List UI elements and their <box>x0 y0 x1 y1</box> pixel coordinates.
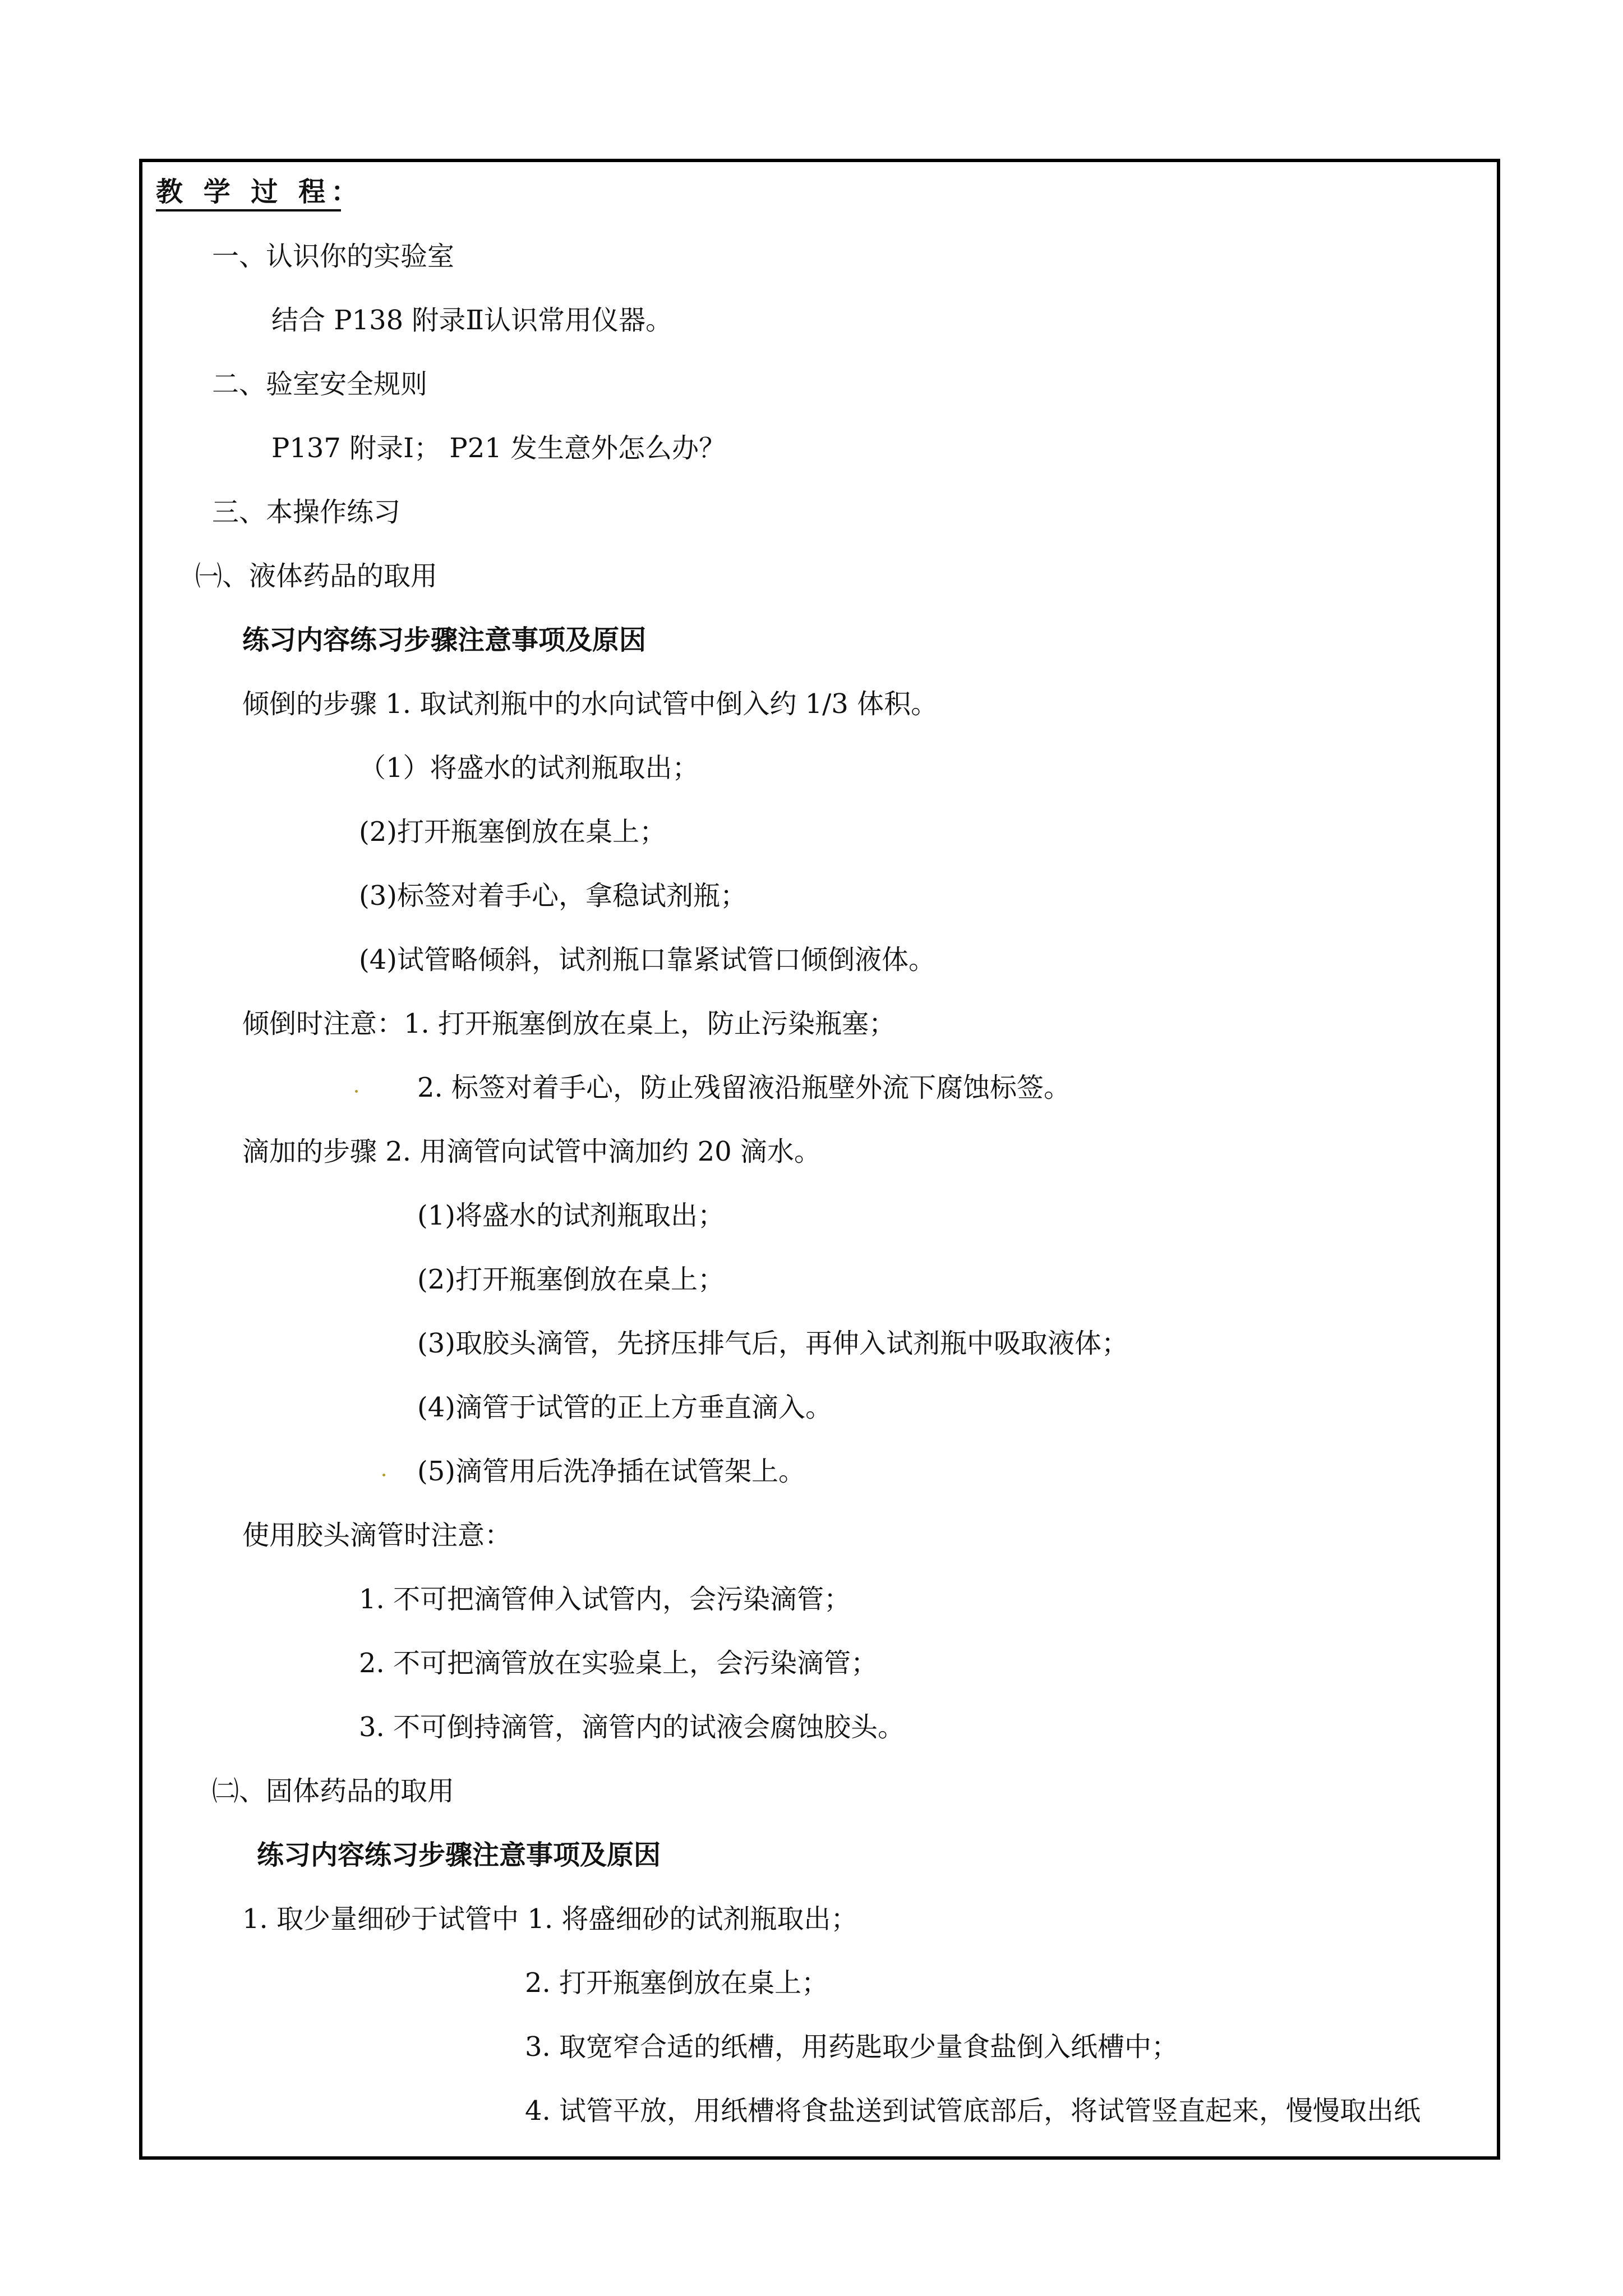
drop-step-title: 滴加的步骤 2. 用滴管向试管中滴加约 20 滴水。 <box>242 1136 821 1167</box>
drop-step-1: (1)将盛水的试剂瓶取出； <box>417 1200 725 1231</box>
dropper-note-2: 2. 不可把滴管放在实验桌上，会污染滴管； <box>359 1648 878 1679</box>
solid-step-4: 4. 试管平放，用纸槽将食盐送到试管底部后，将试管竖直起来，慢慢取出纸 <box>525 2095 1421 2127</box>
heading-lab: 一、认识你的实验室 <box>212 241 455 272</box>
heading-safety: 二、验室安全规则 <box>212 369 428 400</box>
pour-step-2: (2)打开瓶塞倒放在桌上； <box>359 816 666 848</box>
solid-step-3: 3. 取宽窄合适的纸槽，用药匙取少量食盐倒入纸槽中； <box>525 2031 1179 2063</box>
stray-dot <box>355 1090 358 1093</box>
dropper-note-3: 3. 不可倒持滴管，滴管内的试液会腐蚀胶头。 <box>359 1711 905 1743</box>
solid-step-title: 1. 取少量细砂于试管中 1. 将盛细砂的试剂瓶取出； <box>242 1903 858 1935</box>
pour-step-1: （1）将盛水的试剂瓶取出； <box>359 752 699 784</box>
text-instruments: 结合 P138 附录Ⅱ认识常用仪器。 <box>271 305 673 336</box>
dropper-note-1: 1. 不可把滴管伸入试管内，会污染滴管； <box>359 1584 851 1615</box>
section-title: 教 学 过 程： <box>156 176 364 208</box>
drop-step-4: (4)滴管于试管的正上方垂直滴入。 <box>417 1392 832 1423</box>
solid-step-2: 2. 打开瓶塞倒放在桌上； <box>525 1967 829 1999</box>
subheading-liquid: ㈠、液体药品的取用 <box>195 560 438 592</box>
table-header-liquid: 练习内容练习步骤注意事项及原因 <box>242 624 647 656</box>
pour-step-title: 倾倒的步骤 1. 取试剂瓶中的水向试管中倒入约 1/3 体积。 <box>242 688 938 720</box>
pour-step-3: (3)标签对着手心，拿稳试剂瓶； <box>359 880 747 912</box>
table-header-solid: 练习内容练习步骤注意事项及原因 <box>257 1839 661 1871</box>
subheading-solid: ㈡、固体药品的取用 <box>212 1775 455 1807</box>
pour-note-1: 倾倒时注意：1. 打开瓶塞倒放在桌上，防止污染瓶塞； <box>242 1008 896 1039</box>
drop-step-2: (2)打开瓶塞倒放在桌上； <box>417 1264 725 1295</box>
pour-note-2: 2. 标签对着手心，防止残留液沿瓶壁外流下腐蚀标签。 <box>417 1072 1071 1103</box>
text-appendix: P137 附录Ⅰ； P21 发生意外怎么办？ <box>271 432 726 464</box>
pour-step-4: (4)试管略倾斜，试剂瓶口靠紧试管口倾倒液体。 <box>359 944 935 976</box>
title-underline <box>156 209 341 211</box>
stray-dot <box>382 1474 385 1476</box>
drop-step-5: (5)滴管用后洗净插在试管架上。 <box>417 1456 805 1487</box>
dropper-note-title: 使用胶头滴管时注意： <box>242 1520 512 1551</box>
heading-practice: 三、本操作练习 <box>212 496 401 528</box>
drop-step-3: (3)取胶头滴管，先挤压排气后，再伸入试剂瓶中吸取液体； <box>417 1328 1128 1359</box>
